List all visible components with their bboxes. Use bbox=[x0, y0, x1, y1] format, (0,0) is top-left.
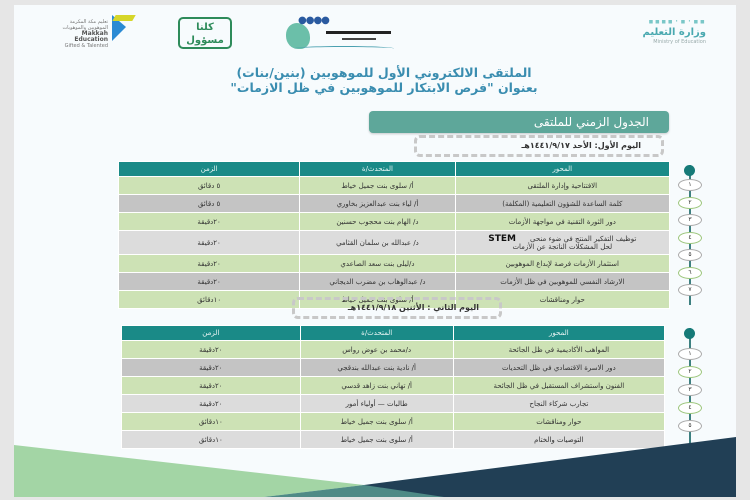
cell-speaker: أ/ سلوى بنت جميل خياط bbox=[300, 177, 455, 195]
cell-speaker: أ/ تهاني بنت زاهد قدسي bbox=[300, 377, 453, 395]
table-row bbox=[119, 231, 670, 255]
cell-topic: الفنون واستشراف المستقبل في ظل الجائحة bbox=[453, 377, 664, 395]
ministry-dots-icon: ▪▪▪▪·▪·▪▪ bbox=[648, 17, 706, 27]
cell-speaker: أ/ لياء بنت عبدالعزيز بخاوري bbox=[300, 195, 455, 213]
makkah-gifted-logo bbox=[22, 15, 132, 49]
cell-topic: استثمار الأزمات فرصة لإبداع الموهوبين bbox=[455, 255, 669, 273]
cell-topic: الارشاد النفسي للموهوبين في ظل الأزمات bbox=[455, 273, 669, 291]
cell-speaker: أ/ سلوى بنت جميل خياط bbox=[300, 291, 455, 309]
day2-schedule-table bbox=[121, 325, 665, 449]
kulluna-line2: مسؤول bbox=[186, 35, 224, 46]
table-row bbox=[122, 341, 665, 359]
timeline-node: ٧ bbox=[678, 284, 702, 296]
cell-time: ١٠دقائق bbox=[122, 431, 301, 449]
cell-time: ٢٠دقيقة bbox=[119, 213, 300, 231]
cell-speaker: أ/ سلوى بنت جميل خياط bbox=[300, 431, 453, 449]
kulluna-line1: كلنا bbox=[196, 22, 214, 33]
cell-topic: كلمة الساعدة للشؤون التعليمية (المكلفة) bbox=[455, 195, 669, 213]
cell-topic: تجارب شركاء النجاح bbox=[453, 395, 664, 413]
title-line-1: الملتقى الالكتروني الأول للموهوبين (بنين/بنات) bbox=[236, 65, 532, 80]
table-row bbox=[122, 377, 665, 395]
logo-text-bar bbox=[342, 38, 376, 40]
ministry-name-ar: وزارة التعليم bbox=[642, 27, 706, 38]
day1-timeline bbox=[678, 165, 702, 305]
timeline-node: ١ bbox=[678, 179, 702, 191]
table-row bbox=[119, 213, 670, 231]
title-line-2: بعنوان "فرص الابتكار للموهوبين في ظل الازمات" bbox=[230, 80, 538, 95]
cell-speaker: طالبات — أولياء أمور bbox=[300, 395, 453, 413]
timeline-node: ٤ bbox=[678, 232, 702, 244]
cell-speaker: د/ليلى بنت سعد الصاعدي bbox=[300, 255, 455, 273]
cell-topic: المواهب الأكاديمية في ظل الجائحة bbox=[453, 341, 664, 359]
cell-topic bbox=[455, 231, 669, 255]
stem-label: STEM bbox=[488, 233, 517, 244]
cell-time: ٢٠دقيقة bbox=[119, 273, 300, 291]
table-row bbox=[119, 255, 670, 273]
timeline-node: ٣ bbox=[678, 384, 702, 396]
table-header-row bbox=[119, 162, 670, 177]
mawhiba-line4: Gifted & Talented bbox=[64, 43, 108, 49]
cell-time: ٥ دقائق bbox=[119, 195, 300, 213]
cell-time: ٢٠دقيقة bbox=[119, 255, 300, 273]
logo-text-bar bbox=[326, 31, 391, 34]
cell-speaker: أ/ نادية بنت عبدالله بندقجي bbox=[300, 359, 453, 377]
section-title-banner: الجدول الزمني للملتقى bbox=[369, 111, 669, 133]
table-row bbox=[122, 413, 665, 431]
cell-speaker: د/ الهام بنت محجوب حسنين bbox=[300, 213, 455, 231]
timeline-node: ٥ bbox=[678, 249, 702, 261]
timeline-start-dot bbox=[684, 165, 695, 176]
topic-line-1 bbox=[460, 235, 665, 243]
cell-time: ٢٠دقيقة bbox=[122, 359, 301, 377]
column-header-time: الزمن bbox=[122, 326, 301, 341]
page-title bbox=[174, 65, 594, 95]
timeline-node: ٢ bbox=[678, 197, 702, 209]
day2-label: اليوم الثاني : الأثنين ١٤٤١/٩/١٨هـ bbox=[292, 297, 502, 319]
mawhiba-line1: تعليم مكة المكرمة bbox=[69, 19, 108, 25]
timeline-node: ٦ bbox=[678, 267, 702, 279]
green-triangle-shape bbox=[14, 445, 364, 497]
day1-label: اليوم الأول: الأحد ١٤٤١/٩/١٧هـ bbox=[414, 135, 664, 157]
cell-topic: التوصيات والختام bbox=[453, 431, 664, 449]
cell-speaker: د/ عبدالوهاب بن مضرب الديجاني bbox=[300, 273, 455, 291]
cell-topic: الافتتاحية وإدارة الملتقى bbox=[455, 177, 669, 195]
lightbulb-icon bbox=[286, 23, 310, 49]
ministry-name-en: Ministry of Education bbox=[653, 39, 706, 45]
triangle-accent-icon bbox=[112, 15, 135, 21]
timeline-node: ١ bbox=[678, 348, 702, 360]
table-row bbox=[119, 195, 670, 213]
decorative-footer-shapes bbox=[14, 437, 736, 497]
topic-line-2: لحل المشكلات الناتجة عن الأزمات bbox=[512, 242, 613, 251]
table-row bbox=[119, 177, 670, 195]
ministry-of-education-logo bbox=[626, 17, 706, 53]
topic-text: توظيف التفكير المنتج في ضوء منحى bbox=[530, 234, 637, 243]
cell-speaker: د/محمد بن عوض رواس bbox=[300, 341, 453, 359]
makkah-gifted-text bbox=[48, 19, 108, 49]
column-header-speaker: المتحدث/ة bbox=[300, 162, 455, 177]
timeline-node: ٤ bbox=[678, 402, 702, 414]
timeline-start-dot bbox=[684, 328, 695, 339]
table-row bbox=[122, 395, 665, 413]
kulluna-masool-logo bbox=[178, 17, 232, 49]
cell-time: ٢٠دقيقة bbox=[119, 231, 300, 255]
day1-schedule-table bbox=[118, 161, 670, 309]
cell-time: ٢٠دقيقة bbox=[122, 341, 301, 359]
cell-time: ٥ دقائق bbox=[119, 177, 300, 195]
cell-time: ١٠دقائق bbox=[119, 291, 300, 309]
schedule-document bbox=[14, 5, 736, 497]
column-header-topic: المحور bbox=[455, 162, 669, 177]
cell-time: ٢٠دقيقة bbox=[122, 395, 301, 413]
timeline-node: ٥ bbox=[678, 420, 702, 432]
cell-topic: حوار ومناقشات bbox=[453, 413, 664, 431]
cell-time: ٢٠دقيقة bbox=[122, 377, 301, 395]
timeline-node: ٢ bbox=[678, 366, 702, 378]
column-header-time: الزمن bbox=[119, 162, 300, 177]
wave-icon bbox=[294, 46, 394, 51]
cell-speaker: أ/ سلوى بنت جميل خياط bbox=[300, 413, 453, 431]
dots-icon: ●●●● bbox=[298, 15, 329, 26]
column-header-topic: المحور bbox=[453, 326, 664, 341]
cell-topic: دور الثورة التقنية في مواجهة الأزمات bbox=[455, 213, 669, 231]
timeline-node: ٣ bbox=[678, 214, 702, 226]
table-row bbox=[122, 359, 665, 377]
column-header-speaker: المتحدث/ة bbox=[300, 326, 453, 341]
gifted-forum-logo bbox=[284, 13, 399, 55]
cell-time: ١٠دقائق bbox=[122, 413, 301, 431]
cell-speaker: د/ عبدالله بن سلمان القثامي bbox=[300, 231, 455, 255]
mawhiba-line2: الموهوبين والموهوبات bbox=[62, 25, 108, 31]
mawhiba-line3: Makkah Education bbox=[74, 30, 108, 43]
cell-topic: دور الاسرة الاقتصادي في ظل التحديات bbox=[453, 359, 664, 377]
table-row bbox=[119, 273, 670, 291]
table-header-row bbox=[122, 326, 665, 341]
cell-topic: حوار ومناقشات bbox=[455, 291, 669, 309]
